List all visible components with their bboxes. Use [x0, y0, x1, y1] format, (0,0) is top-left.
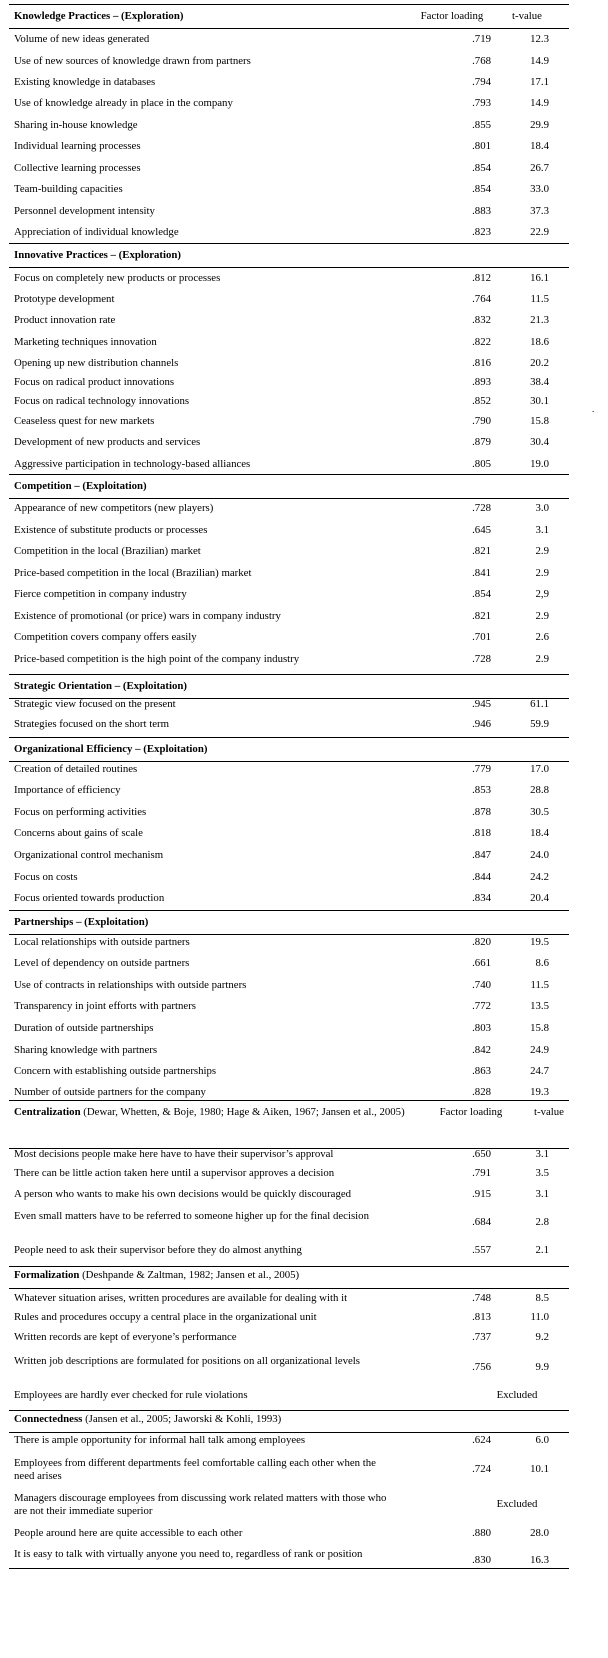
section-divider: [9, 243, 569, 244]
item-label: Existence of substitute products or processes: [14, 524, 208, 536]
factor-loading-value: .772: [472, 1000, 491, 1012]
section-divider: [9, 474, 569, 475]
t-value: 3.5: [535, 1167, 549, 1179]
t-value: 24.7: [530, 1065, 549, 1077]
t-value: 14.9: [530, 55, 549, 67]
item-label: Employees from different departments feel comfortable calling each other when the need arises: [14, 1457, 376, 1482]
item-label: Written job descriptions are formulated for positions on all organizational levels: [14, 1355, 360, 1367]
t-value: 28.8: [530, 784, 549, 796]
section-divider: [9, 737, 569, 738]
factor-loading-value: .915: [472, 1188, 491, 1200]
factor-loading-value: .847: [472, 849, 491, 861]
column-header-t-value: t-value: [512, 10, 542, 22]
t-value: 10.1: [530, 1463, 549, 1475]
t-value: 26.7: [530, 162, 549, 174]
factor-loading-value: .740: [472, 979, 491, 991]
section-title-text: Partnerships – (Exploitation): [14, 916, 149, 928]
t-value: 14.9: [530, 97, 549, 109]
factor-loading-value: .661: [472, 957, 491, 969]
t-value: 11.0: [530, 1311, 549, 1323]
item-label: Strategies focused on the short term: [14, 718, 170, 730]
t-value: 30.4: [530, 436, 549, 448]
item-label: Transparency in joint efforts with partners: [14, 1000, 197, 1012]
t-value: 11.5: [530, 293, 549, 305]
t-value: 2,9: [535, 588, 549, 600]
item-label: Ceaseless quest for new markets: [14, 415, 155, 427]
factor-loading-value: .820: [472, 936, 491, 948]
t-value: 16.1: [530, 272, 549, 284]
factor-loading-value: .830: [472, 1554, 491, 1566]
factor-loading-value: .821: [472, 545, 491, 557]
t-value: 2.9: [535, 545, 549, 557]
excluded-note: Excluded: [496, 1389, 538, 1401]
item-label: Most decisions people make here have to have their supervisor’s approval: [14, 1148, 334, 1160]
t-value: 61.1: [530, 698, 549, 710]
t-value: 2.9: [535, 653, 549, 665]
section-title: [14, 1106, 414, 1119]
section-title: [14, 10, 399, 23]
item-label: Personnel development intensity: [14, 205, 155, 217]
factor-loading-value: .719: [472, 33, 491, 45]
t-value: 12.3: [530, 33, 549, 45]
t-value: 2.1: [535, 1244, 549, 1256]
t-value: 30.5: [530, 806, 549, 818]
item-label: Volume of new ideas generated: [14, 33, 150, 45]
factor-loading-value: .701: [472, 631, 491, 643]
column-header-factor-loading: Factor loading: [439, 1106, 503, 1118]
factor-loading-value: .883: [472, 205, 491, 217]
section-title: [14, 1269, 414, 1282]
item-label: Organizational control mechanism: [14, 849, 164, 861]
section-citation: (Dewar, Whetten, & Boje, 1980; Hage & Aiken, 1967; Jansen et al., 2005): [80, 1106, 405, 1118]
item-label: Sharing in-house knowledge: [14, 119, 138, 131]
item-label: Focus oriented towards production: [14, 892, 165, 904]
factor-loading-value: .728: [472, 653, 491, 665]
item-label: It is easy to talk with virtually anyone you need to, regardless of rank or position: [14, 1548, 363, 1560]
t-value: 6.0: [535, 1434, 549, 1446]
t-value: 16.3: [530, 1554, 549, 1566]
factor-loading-value: .853: [472, 784, 491, 796]
factor-loading-value: .841: [472, 567, 491, 579]
t-value: 15.8: [530, 415, 549, 427]
item-label: Competition in the local (Brazilian) market: [14, 545, 201, 557]
item-label: Aggressive participation in technology-based alliances: [14, 458, 251, 470]
t-value: 21.3: [530, 314, 549, 326]
factor-loading-value: .728: [472, 502, 491, 514]
factor-loading-value: .844: [472, 871, 491, 883]
t-value: 3.1: [535, 1188, 549, 1200]
factor-loading-value: .834: [472, 892, 491, 904]
section-divider: [9, 4, 569, 5]
factor-loading-value: .764: [472, 293, 491, 305]
section-title: [14, 1413, 414, 1426]
t-value: 3.0: [535, 502, 549, 514]
section-title: [14, 743, 399, 756]
factor-loading-value: .878: [472, 806, 491, 818]
factor-loading-value: .893: [472, 376, 491, 388]
section-divider: [9, 1410, 569, 1411]
t-value: 8.6: [535, 957, 549, 969]
header-divider: [9, 934, 569, 935]
t-value: 17.0: [530, 763, 549, 775]
item-label: Appearance of new competitors (new players): [14, 502, 214, 514]
header-divider: [9, 267, 569, 268]
item-label: Level of dependency on outside partners: [14, 957, 190, 969]
factor-loading-value: .822: [472, 336, 491, 348]
item-label: Use of new sources of knowledge drawn from partners: [14, 55, 251, 67]
t-value: 3.1: [535, 524, 549, 536]
item-label: Use of contracts in relationships with outside partners: [14, 979, 247, 991]
header-divider: [9, 1288, 569, 1289]
factor-loading-value: .828: [472, 1086, 491, 1098]
factor-loading-value: .842: [472, 1044, 491, 1056]
item-label: Collective learning processes: [14, 162, 141, 174]
t-value: 3.1: [535, 1148, 549, 1160]
t-value: 33.0: [530, 183, 549, 195]
section-title-text: Centralization: [14, 1106, 81, 1118]
t-value: 9.9: [535, 1361, 549, 1373]
t-value: 15.8: [530, 1022, 549, 1034]
t-value: 20.2: [530, 357, 549, 369]
factor-loading-value: .737: [472, 1331, 491, 1343]
item-label: Concern with establishing outside partnerships: [14, 1065, 217, 1077]
factor-loading-value: .832: [472, 314, 491, 326]
factor-loading-value: .624: [472, 1434, 491, 1446]
item-label: Strategic view focused on the present: [14, 698, 176, 710]
item-label: Sharing knowledge with partners: [14, 1044, 158, 1056]
factor-loading-value: .724: [472, 1463, 491, 1475]
stray-mark: .: [592, 404, 595, 414]
t-value: 17.1: [530, 76, 549, 88]
item-label: A person who wants to make his own decisions would be quickly discouraged: [14, 1188, 352, 1200]
factor-loading-value: .793: [472, 97, 491, 109]
factor-loading-value: .805: [472, 458, 491, 470]
header-divider: [9, 761, 569, 762]
factor-loading-value: .790: [472, 415, 491, 427]
item-label: People need to ask their supervisor before they do almost anything: [14, 1244, 302, 1256]
section-title: [14, 249, 399, 262]
item-label: There is ample opportunity for informal hall talk among employees: [14, 1434, 306, 1446]
item-label: Duration of outside partnerships: [14, 1022, 154, 1034]
item-label: Managers discourage employees from discussing work related matters with those who are not their immediate superior: [14, 1492, 387, 1517]
t-value: 22.9: [530, 226, 549, 238]
item-label: Rules and procedures occupy a central place in the organizational unit: [14, 1311, 317, 1323]
factor-loading-value: .650: [472, 1148, 491, 1160]
factor-loading-value: .879: [472, 436, 491, 448]
item-label: Marketing techniques innovation: [14, 336, 157, 348]
column-header-factor-loading: Factor loading: [420, 10, 484, 22]
item-label: Price-based competition is the high point of the company industry: [14, 653, 300, 665]
item-label: People around here are quite accessible to each other: [14, 1527, 243, 1539]
section-citation: (Deshpande & Zaltman, 1982; Jansen et al., 2005): [79, 1269, 300, 1281]
t-value: 9.2: [535, 1331, 549, 1343]
item-label: Focus on performing activities: [14, 806, 147, 818]
section-divider: [9, 910, 569, 911]
t-value: 18.4: [530, 140, 549, 152]
factor-loading-value: .813: [472, 1311, 491, 1323]
header-divider: [9, 1432, 569, 1433]
item-label: Existence of promotional (or price) wars in company industry: [14, 610, 281, 622]
item-label: Opening up new distribution channels: [14, 357, 179, 369]
t-value: 24.2: [530, 871, 549, 883]
item-label: Existing knowledge in databases: [14, 76, 156, 88]
t-value: 11.5: [530, 979, 549, 991]
t-value: 20.4: [530, 892, 549, 904]
item-label: Creation of detailed routines: [14, 763, 138, 775]
factor-loading-value: .748: [472, 1292, 491, 1304]
section-divider: [9, 1100, 569, 1101]
item-label: Focus on radical technology innovations: [14, 395, 190, 407]
t-value: 19.3: [530, 1086, 549, 1098]
t-value: 2.9: [535, 567, 549, 579]
factor-loading-value: .863: [472, 1065, 491, 1077]
item-label: Product innovation rate: [14, 314, 116, 326]
section-title: [14, 916, 399, 929]
t-value: 19.5: [530, 936, 549, 948]
item-label: Individual learning processes: [14, 140, 141, 152]
factor-loading-value: .945: [472, 698, 491, 710]
item-label: Appreciation of individual knowledge: [14, 226, 179, 238]
factor-loading-value: .803: [472, 1022, 491, 1034]
item-label: Local relationships with outside partners: [14, 936, 190, 948]
section-title-text: Knowledge Practices – (Exploration): [14, 10, 184, 22]
section-title-text: Formalization: [14, 1269, 80, 1281]
t-value: 29.9: [530, 119, 549, 131]
t-value: 30.1: [530, 395, 549, 407]
factor-loading-value: .794: [472, 76, 491, 88]
factor-loading-value: .818: [472, 827, 491, 839]
item-label: Use of knowledge already in place in the company: [14, 97, 233, 109]
t-value: 59.9: [530, 718, 549, 730]
factor-loading-value: .684: [472, 1216, 491, 1228]
section-divider: [9, 674, 569, 675]
factor-loading-value: .821: [472, 610, 491, 622]
item-label: Whatever situation arises, written procedures are available for dealing with it: [14, 1292, 348, 1304]
factor-loading-value: .756: [472, 1361, 491, 1373]
factor-loading-value: .854: [472, 162, 491, 174]
t-value: 2.8: [535, 1216, 549, 1228]
item-label: Prototype development: [14, 293, 115, 305]
t-value: 8.5: [535, 1292, 549, 1304]
item-label: Even small matters have to be referred to someone higher up for the final decision: [14, 1210, 369, 1222]
factor-loading-value: .812: [472, 272, 491, 284]
header-divider: [9, 28, 569, 29]
section-title-text: Organizational Efficiency – (Exploitation): [14, 743, 208, 755]
section-divider: [9, 1266, 569, 1267]
t-value: 38.4: [530, 376, 549, 388]
factor-loading-value: .768: [472, 55, 491, 67]
item-label: Importance of efficiency: [14, 784, 121, 796]
section-divider: [9, 1568, 569, 1569]
factor-loading-value: .801: [472, 140, 491, 152]
item-label: Concerns about gains of scale: [14, 827, 143, 839]
excluded-note: Excluded: [496, 1498, 538, 1510]
t-value: 2.6: [535, 631, 549, 643]
section-title: [14, 680, 399, 693]
item-label: Development of new products and services: [14, 436, 201, 448]
factor-loading-value: .791: [472, 1167, 491, 1179]
factor-loading-value: .816: [472, 357, 491, 369]
t-value: 28.0: [530, 1527, 549, 1539]
item-label: There can be little action taken here until a supervisor approves a decision: [14, 1167, 335, 1179]
item-label: Price-based competition in the local (Brazilian) market: [14, 567, 252, 579]
column-header-t-value: t-value: [534, 1106, 564, 1118]
factor-loading-value: .946: [472, 718, 491, 730]
item-label: Focus on completely new products or processes: [14, 272, 221, 284]
item-label: Team-building capacities: [14, 183, 123, 195]
item-label: Fierce competition in company industry: [14, 588, 187, 600]
item-label: Number of outside partners for the company: [14, 1086, 206, 1098]
factor-loading-value: .779: [472, 763, 491, 775]
section-title: [14, 480, 399, 493]
t-value: 37.3: [530, 205, 549, 217]
section-title-text: Competition – (Exploitation): [14, 480, 147, 492]
factor-loading-value: .823: [472, 226, 491, 238]
t-value: 2.9: [535, 610, 549, 622]
section-title-text: Connectedness: [14, 1413, 83, 1425]
t-value: 19.0: [530, 458, 549, 470]
factor-loading-value: .880: [472, 1527, 491, 1539]
factor-loading-value: .645: [472, 524, 491, 536]
t-value: 18.4: [530, 827, 549, 839]
factor-loading-value: .852: [472, 395, 491, 407]
item-label: Competition covers company offers easily: [14, 631, 197, 643]
factor-loading-value: .854: [472, 588, 491, 600]
item-label: Written records are kept of everyone’s performance: [14, 1331, 237, 1343]
factor-loading-value: .557: [472, 1244, 491, 1256]
item-label: Employees are hardly ever checked for rule violations: [14, 1389, 248, 1401]
t-value: 18.6: [530, 336, 549, 348]
section-citation: (Jansen et al., 2005; Jaworski & Kohli, 1993): [82, 1413, 282, 1425]
factor-loading-value: .854: [472, 183, 491, 195]
item-label: Focus on radical product innovations: [14, 376, 175, 388]
t-value: 24.0: [530, 849, 549, 861]
section-title-text: Strategic Orientation – (Exploitation): [14, 680, 188, 692]
item-label: Focus on costs: [14, 871, 78, 883]
t-value: 13.5: [530, 1000, 549, 1012]
header-divider: [9, 498, 569, 499]
section-title-text: Innovative Practices – (Exploration): [14, 249, 182, 261]
factor-loading-value: .855: [472, 119, 491, 131]
t-value: 24.9: [530, 1044, 549, 1056]
